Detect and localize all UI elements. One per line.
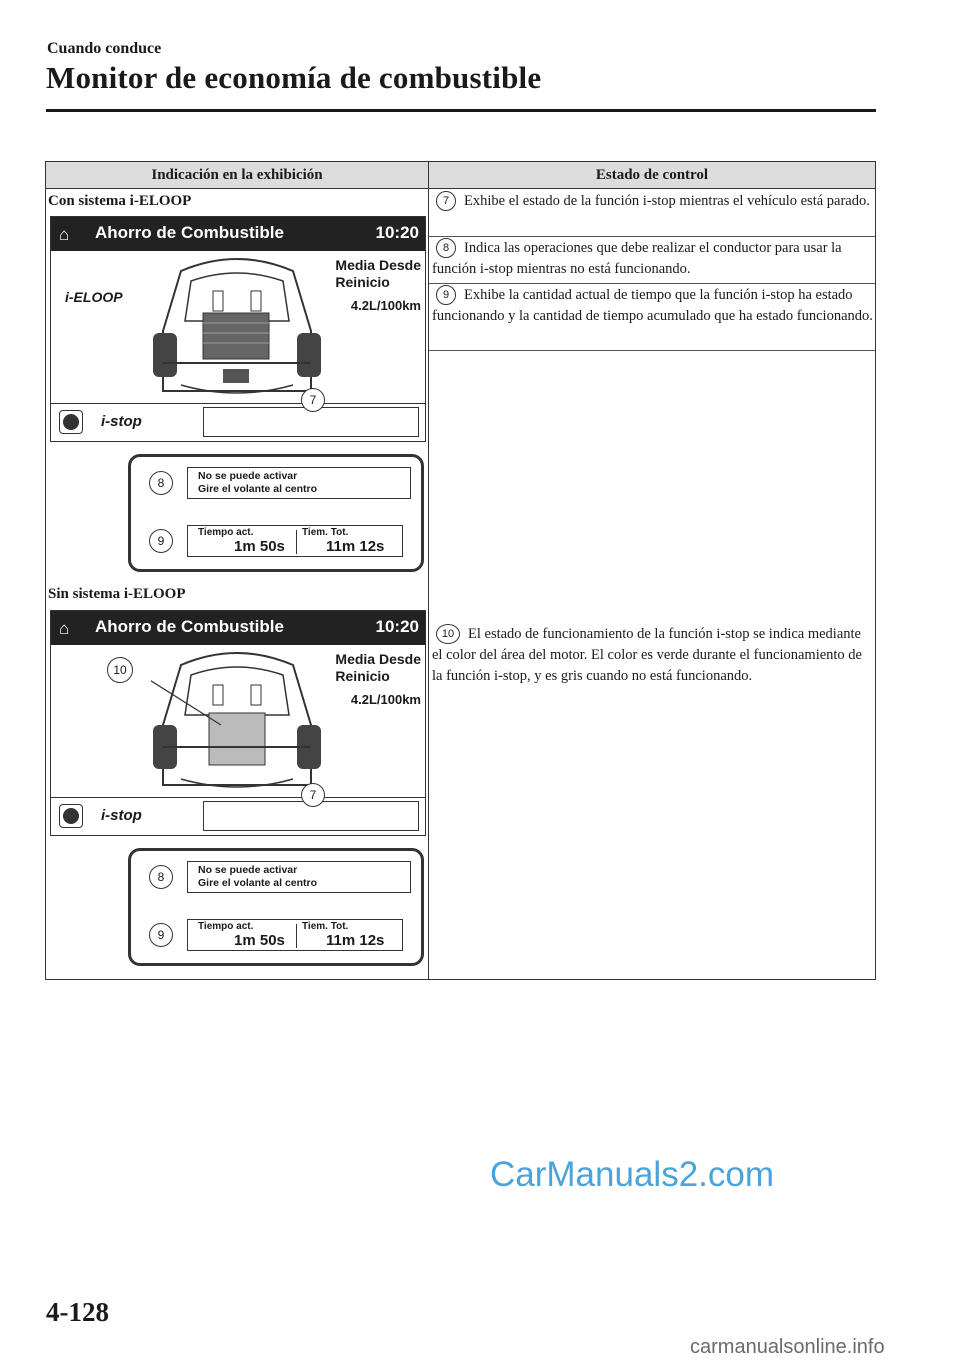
header-control-state: Estado de control — [595, 167, 709, 183]
description-7 — [432, 191, 874, 212]
message-box: No se puede activar Gire el volante al centro — [187, 861, 411, 893]
description-10-text: El estado de funcionamiento de la función i-stop se indica mediante el color del área del motor. El color es verde durante el funcionamiento de la función i-stop, y es gris cuando no está funcionando. — [432, 626, 862, 684]
average-label: Media Desde Reinicio — [335, 257, 421, 290]
total-value: 11m 12s — [326, 932, 385, 949]
home-icon: ⌂ — [59, 225, 70, 244]
fuel-readout: 4.2L/100km — [350, 692, 421, 707]
callout-7-badge: 7 — [436, 191, 456, 211]
description-10 — [432, 624, 874, 687]
time-box — [187, 919, 403, 951]
fuel-readout: 4.2L/100km — [350, 298, 421, 313]
time-box — [187, 525, 403, 557]
callout-8-badge: 8 — [436, 238, 456, 258]
callout-9-badge: 9 — [436, 285, 456, 305]
callout-7: 7 — [301, 388, 325, 412]
car-top-view-icon — [151, 251, 323, 401]
average-label: Media Desde Reinicio — [335, 651, 421, 684]
callout-10: 10 — [107, 657, 133, 683]
screen-title-bar — [51, 217, 425, 251]
popup-no-eloop — [128, 848, 424, 966]
description-8 — [432, 238, 874, 280]
header-display: Indicación en la exhibición — [151, 167, 323, 183]
callout-7: 7 — [301, 783, 325, 807]
display-screen-eloop — [50, 216, 426, 442]
page-title: Monitor de economía de combustible — [46, 60, 542, 95]
callout-9: 9 — [149, 529, 173, 553]
table-header — [46, 162, 875, 189]
message-box: No se puede activar Gire el volante al centro — [187, 467, 411, 499]
column-divider — [428, 162, 429, 979]
row-divider — [429, 350, 875, 351]
eloop-label: i-ELOOP — [65, 289, 123, 305]
istop-bar — [51, 797, 425, 836]
description-8-text: Indica las operaciones que debe realizar el conductor para usar la función i-stop mientras no está funcionando. — [432, 240, 842, 277]
label-without-eloop: Sin sistema i-ELOOP — [48, 586, 186, 602]
description-9 — [432, 285, 874, 327]
screen-title: Ahorro de Combustible — [95, 223, 284, 242]
screen-title-bar — [51, 611, 425, 645]
time-value: 1m 50s — [234, 932, 285, 949]
istop-icon — [59, 804, 83, 828]
section-label: Cuando conduce — [47, 40, 162, 57]
popup-eloop — [128, 454, 424, 572]
istop-label: i-stop — [101, 807, 142, 824]
istop-bar — [51, 403, 425, 442]
istop-label: i-stop — [101, 413, 142, 430]
screen-clock: 10:20 — [375, 223, 419, 242]
time-value: 1m 50s — [234, 538, 285, 555]
row-divider — [429, 236, 875, 237]
page-number: 4-128 — [46, 1297, 109, 1327]
callout-10-badge: 10 — [436, 624, 460, 644]
time-label: Tiempo act. — [198, 527, 254, 538]
label-with-eloop: Con sistema i-ELOOP — [48, 193, 192, 209]
screen-clock: 10:20 — [375, 617, 419, 636]
row-divider — [429, 283, 875, 284]
total-label: Tiem. Tot. — [302, 921, 349, 932]
car-top-view-icon — [151, 645, 323, 795]
callout-8: 8 — [149, 865, 173, 889]
time-label: Tiempo act. — [198, 921, 254, 932]
description-7-text: Exhibe el estado de la función i-stop mientras el vehículo está parado. — [464, 193, 870, 209]
home-icon: ⌂ — [59, 619, 70, 638]
display-screen-no-eloop — [50, 610, 426, 836]
total-label: Tiem. Tot. — [302, 527, 349, 538]
callout-9: 9 — [149, 923, 173, 947]
description-9-text: Exhibe la cantidad actual de tiempo que la función i-stop ha estado funcionando y la cantidad de tiempo acumulado que ha estado funcionando. — [432, 287, 873, 324]
istop-icon — [59, 410, 83, 434]
screen-title: Ahorro de Combustible — [95, 617, 284, 636]
title-rule — [46, 109, 876, 112]
watermark: CarManuals2.com — [490, 1155, 774, 1194]
watermark-footer: carmanualsonline.info — [690, 1336, 885, 1358]
callout-8: 8 — [149, 471, 173, 495]
info-table — [45, 161, 876, 980]
total-value: 11m 12s — [326, 538, 385, 555]
